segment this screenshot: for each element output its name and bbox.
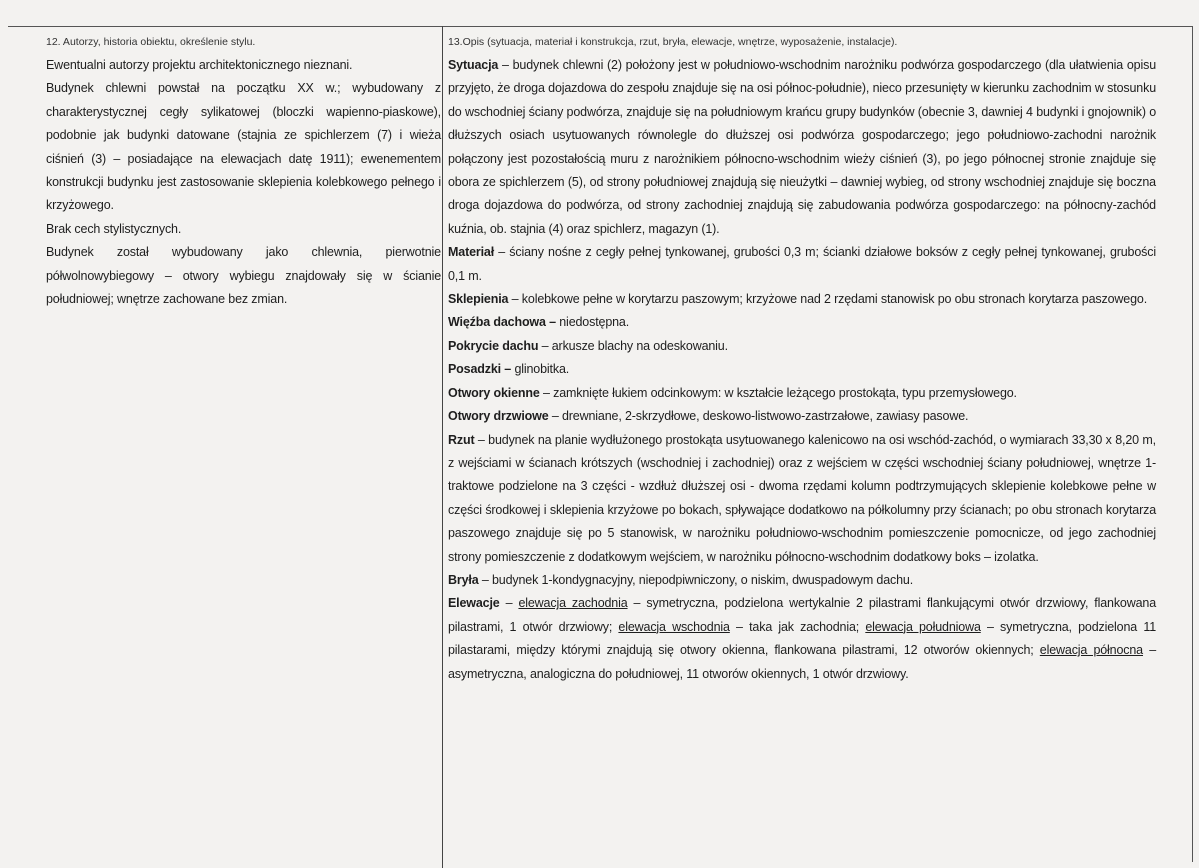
elewacje-text-4: – symetryczna, podzielona 11 pilastarami, między którymi znajdują się otwory okienna, flankowana pilastrami, 12 otworów okiennych; — [448, 619, 1156, 658]
okienne-paragraph — [448, 382, 1156, 405]
elewacje-text-2: – symetryczna, podzielona wertykalnie 2 pilastrami flankującymi otwór drzwiowy, flankowana pilastrami, 1 otwór drzwiowy; — [448, 596, 1157, 634]
pokrycie-paragraph — [448, 335, 1156, 358]
elewacja-poludniowa-label: elewacja południowa — [865, 619, 981, 634]
sytuacja-paragraph — [448, 54, 1156, 241]
sytuacja-text: – budynek chlewni (2) położony jest w południowo-wschodnim narożniku podwórza gospodarczego (dla ułatwienia opisu przyjęto, że droga dojazdowa do zespołu znajduje się na osi północ-południe), nieco przesunięty w kierunku zachodnim w stosunku do wschodniej ściany podwórza, znajduje się na południowym krańcu grupy budynków (obecnie 3, dawniej 4 budynki i gnojownik) o dłuższych osiach usytuowanych równolegle do dłuższej osi podwórza gospodarczego; jego południowo-zachodni narożnik połączony jest pozostałością muru z narożnikiem północno-wschodnim wieży ciśnień (3), po jego północnej stronie znajduje się obora ze spichlerzem (5), od strony południowej znajdują się nieużytki – dawniej wybieg, od strony wschodniej znajduje się boczna droga dojazdowa do podwórza, od strony zachodniej znajdują się zabudowania podwórza gospodarczego: na północny-zachód kuźnia, ob. stajnia (4) oraz spichlerz, magazyn (1). — [448, 58, 1156, 236]
column-divider — [442, 26, 443, 868]
material-label: Materiał — [448, 245, 495, 260]
function-paragraph: Budynek został wybudowany jako chlewnia, pierwotnie półwolnowybiegowy – otwory wybiegu znajdowały się w ścianie południowej; wnętrze zachowane bez zmian. — [46, 245, 441, 307]
elewacje-text-5: – asymetryczna, analogiczna do południowej, 11 otworów okiennych, 1 otwór drzwiowy. — [448, 643, 1156, 681]
posadzki-paragraph — [448, 358, 1156, 381]
right-column — [448, 34, 1156, 686]
wiezba-label: Więźba dachowa – — [448, 315, 556, 330]
sytuacja-label: Sytuacja — [448, 58, 499, 72]
authors-paragraph: Ewentualni autorzy projektu architektonicznego nieznani. — [46, 58, 353, 72]
wiezba-text: niedostępna. — [555, 315, 630, 330]
sklepienia-label: Sklepienia — [448, 292, 509, 307]
material-paragraph — [448, 241, 1156, 288]
bryla-text: – budynek 1-kondygnacyjny, niepodpiwniczony, o niskim, dwuspadowym dachu. — [478, 572, 914, 587]
elewacja-wschodnia-label: elewacja wschodnia — [618, 619, 730, 634]
drzwiowe-text: – drewniane, 2-skrzydłowe, deskowo-listwowo-zastrzałowe, zawiasy pasowe. — [548, 409, 969, 424]
bryla-label: Bryła — [448, 572, 479, 587]
section-13-heading: 13.Opis (sytuacja, materiał i konstrukcja, rzut, bryła, elewacje, wnętrze, wyposażenie, instalacje). — [448, 36, 898, 48]
elewacja-zachodnia-label: elewacja zachodnia — [518, 596, 628, 611]
elewacje-paragraph — [448, 592, 1156, 686]
wiezba-paragraph — [448, 311, 1156, 334]
history-paragraph: Budynek chlewni powstał na początku XX w.; wybudowany z charakterystycznej cegły sylikatowej (bloczki wapienno-piaskowe), podobnie jak budynki datowane (stajnia ze spichlerzem (7) i wieża ciśnień (3) – posiadające na elewacjach datę 1911); ewenementem konstrukcji budynku jest zastosowanie sklepienia kolebkowego pełnego i krzyżowego. — [46, 81, 441, 213]
bryla-paragraph — [448, 569, 1156, 592]
okienne-label: Otwory okienne — [448, 385, 540, 400]
posadzki-text: glinobitka. — [511, 362, 570, 377]
pokrycie-label: Pokrycie dachu — [448, 338, 539, 353]
sklepienia-paragraph — [448, 288, 1156, 311]
rzut-text: – budynek na planie wydłużonego prostokąta usytuowanego kalenicowo na osi wschód-zachód, o wymiarach 33,30 x 8,20 m, z wejściami w ścianach krótszych (wschodniej i zachodniej) oraz z wejściem w części wschodniej ściany południowej, wnętrze 1-traktowe podzielone na 3 części - wzdłuż dłuższej osi - dwoma rzędami kolumn podtrzymujących sklepienie kolebkowe pełne w części środkowej i sklepienia krzyżowe po bokach, spływające dodatkowo na półkolumny przy ścianach; po obu stronach korytarza paszowego znajduje się po 5 stanowisk, w narożniku południowo-wschodnim pomieszczenie pomocnicze, od jego zachodniej strony pomieszczenie z dodatkowym wejściem, w narożniku północno-wschodnim dodatkowy boks – izolatka. — [448, 432, 1156, 564]
drzwiowe-label: Otwory drzwiowe — [448, 409, 549, 424]
posadzki-label: Posadzki – — [448, 362, 512, 377]
pokrycie-text: – arkusze blachy na odeskowaniu. — [538, 338, 728, 353]
sklepienia-text: – kolebkowe pełne w korytarzu paszowym; krzyżowe nad 2 rzędami stanowisk po obu stronach korytarza paszowego. — [508, 292, 1148, 307]
okienne-text: – zamknięte łukiem odcinkowym: w kształcie leżącego prostokąta, typu przemysłowego. — [539, 385, 1017, 400]
rzut-paragraph — [448, 429, 1156, 569]
drzwiowe-paragraph — [448, 405, 1156, 428]
rzut-label: Rzut — [448, 432, 475, 447]
section-12-heading: 12. Autorzy, historia obiektu, określenie stylu. — [46, 36, 256, 48]
style-paragraph: Brak cech stylistycznych. — [46, 221, 182, 236]
left-column — [46, 34, 441, 311]
elewacje-text-3: – taka jak zachodnia; — [729, 619, 866, 634]
elewacje-label: Elewacje — [448, 596, 500, 611]
material-text: – ściany nośne z cegły pełnej tynkowanej, grubości 0,3 m; ścianki działowe boksów z cegły pełnej tynkowanej, grubości 0,1 m. — [448, 245, 1156, 283]
elewacja-polnocna-label: elewacja północna — [1039, 643, 1143, 658]
elewacje-text-1: – — [499, 596, 519, 611]
